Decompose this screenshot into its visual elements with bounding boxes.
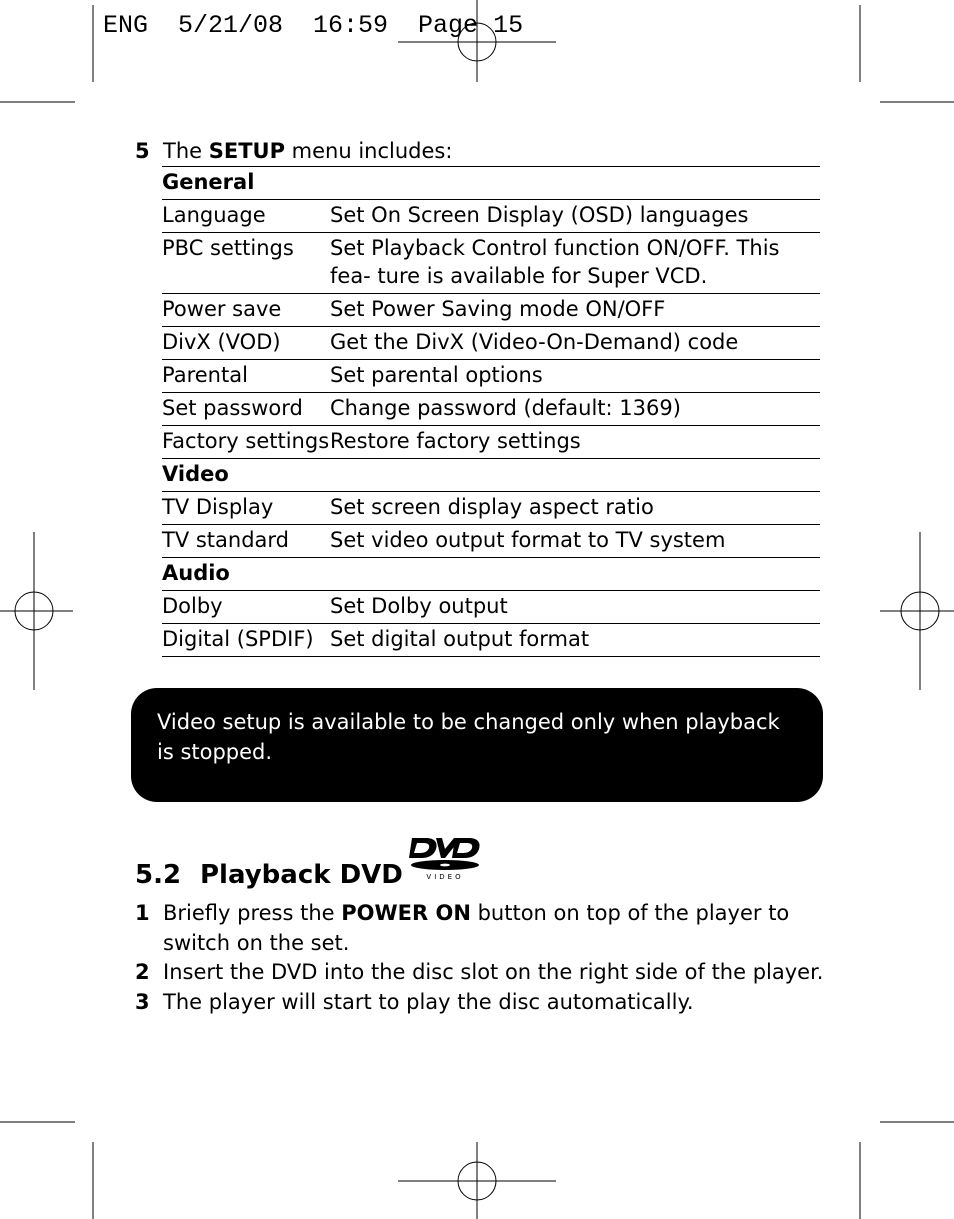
table-row: [162, 233, 820, 294]
table-row: [162, 426, 820, 459]
step-number: 3: [135, 990, 150, 1014]
table-cell-description: Set video output format to TV system: [330, 525, 820, 558]
table-section-heading: General: [162, 167, 820, 200]
table-cell-item: Set password: [162, 393, 330, 426]
step-bold: POWER ON: [341, 901, 471, 925]
table-cell-item: Parental: [162, 360, 330, 393]
table-cell-item: Language: [162, 200, 330, 233]
table-row: [162, 393, 820, 426]
intro-bold: SETUP: [208, 139, 285, 163]
intro-text: [163, 136, 452, 166]
step-text: The player will start to play the disc automatically.: [163, 990, 694, 1014]
step-suffix: button on top of the player to switch on the set.: [163, 901, 790, 955]
step-number: 1: [135, 901, 150, 925]
table-cell-item: Dolby: [162, 591, 330, 624]
table-cell-item: Factory settings: [162, 426, 330, 459]
step-1: [135, 898, 825, 958]
table-row: [162, 591, 820, 624]
table-cell-description: Restore factory settings: [330, 426, 820, 459]
step-3: [135, 987, 825, 1017]
intro-prefix: The: [163, 139, 209, 163]
step-number: 2: [135, 960, 150, 984]
table-cell-item: DivX (VOD): [162, 327, 330, 360]
table-cell-description: Set Dolby output: [330, 591, 820, 624]
note-text: Video setup is available to be changed only when playback is stopped.: [157, 710, 780, 764]
table-cell-item: Digital (SPDIF): [162, 624, 330, 657]
dvd-video-logo-icon: [408, 834, 482, 882]
table-section-row: [162, 558, 820, 591]
table-row: [162, 360, 820, 393]
table-row: [162, 624, 820, 657]
step-2: [135, 957, 825, 987]
table-cell-item: TV Display: [162, 492, 330, 525]
table-cell-description: Set Playback Control function ON/OFF. This fea- ture is available for Super VCD.: [330, 233, 820, 294]
print-slug: ENG 5/21/08 16:59 Page 15: [103, 11, 524, 40]
table-section-heading: Audio: [162, 558, 820, 591]
table-row: [162, 525, 820, 558]
table-section-row: [162, 167, 820, 200]
table-row: [162, 200, 820, 233]
setup-menu-table: [162, 166, 820, 657]
intro-line: [135, 136, 825, 166]
step-number: 5: [135, 139, 150, 163]
table-cell-item: Power save: [162, 294, 330, 327]
table-cell-description: Set parental options: [330, 360, 820, 393]
table-cell-description: Change password (default: 1369): [330, 393, 820, 426]
table-section-heading: Video: [162, 459, 820, 492]
table-row: [162, 327, 820, 360]
table-cell-description: Set digital output format: [330, 624, 820, 657]
table-row: [162, 294, 820, 327]
table-cell-item: TV standard: [162, 525, 330, 558]
note-box: [131, 688, 823, 802]
step-text: Insert the DVD into the disc slot on the right side of the player.: [163, 960, 824, 984]
table-cell-description: Get the DivX (Video-On-Demand) code: [330, 327, 820, 360]
section-title: Playback DVD: [200, 860, 403, 890]
table-row: [162, 492, 820, 525]
table-cell-description: Set On Screen Display (OSD) languages: [330, 200, 820, 233]
intro-suffix: menu includes:: [284, 139, 453, 163]
step-prefix: Briefly press the: [163, 901, 342, 925]
section-number: 5.2: [135, 860, 182, 890]
table-cell-description: Set screen display aspect ratio: [330, 492, 820, 525]
table-cell-description: Set Power Saving mode ON/OFF: [330, 294, 820, 327]
table-section-row: [162, 459, 820, 492]
step-text: [163, 898, 823, 958]
table-cell-item: PBC settings: [162, 233, 330, 294]
dvd-logo-sub: VIDEO: [426, 873, 464, 881]
